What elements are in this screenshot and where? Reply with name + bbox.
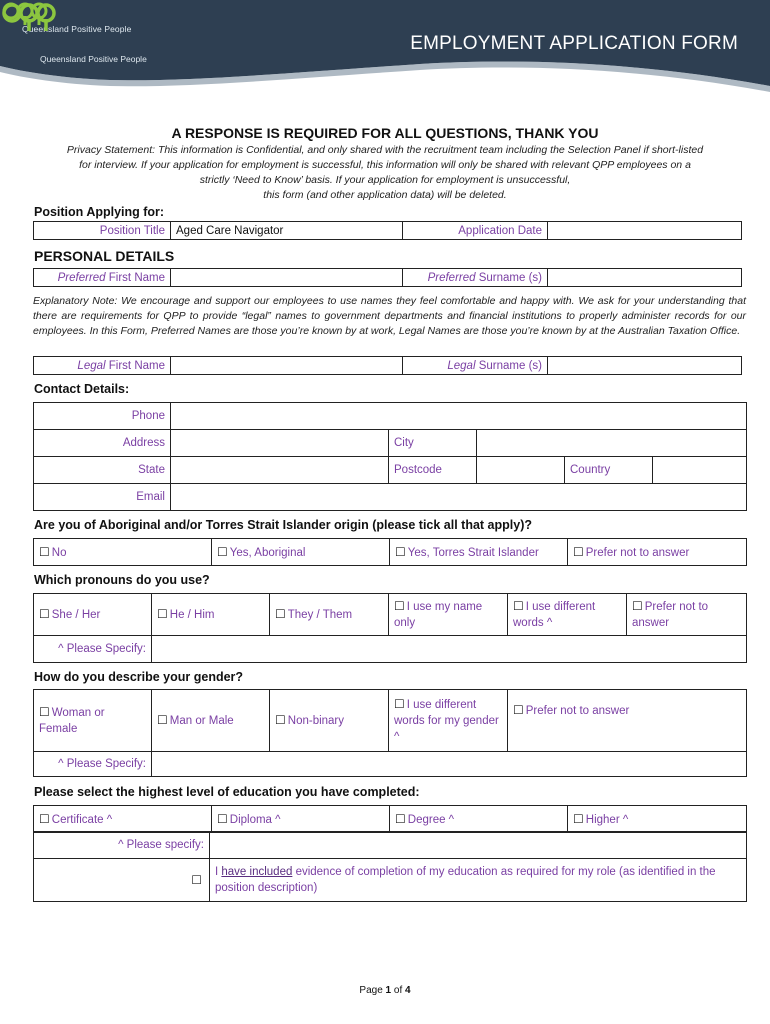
state-field[interactable] [171, 457, 389, 484]
checkbox-icon[interactable]: ☐ [632, 599, 643, 613]
origin-option-no[interactable] [34, 539, 212, 566]
pronoun-specify-field[interactable] [152, 636, 747, 663]
option-label: Yes, Aboriginal [229, 546, 306, 559]
legal-surname-label [403, 357, 548, 375]
education-question: Please select the highest level of education you have completed: [34, 785, 420, 799]
position-heading: Position Applying for: [34, 205, 165, 219]
preferred-name-table [33, 268, 742, 287]
education-table [33, 805, 747, 833]
page-word: Page [359, 985, 383, 996]
evidence-text: evidence of completion of my education as required for my role (as identified in the position description) [215, 866, 716, 894]
checkbox-icon[interactable]: ☐ [573, 544, 584, 559]
of-word: of [393, 985, 403, 996]
education-option-certificate[interactable] [34, 806, 212, 833]
evidence-checkbox-cell[interactable] [34, 859, 210, 902]
checkbox-icon[interactable]: ☐ [39, 607, 50, 621]
education-specify-field[interactable] [210, 832, 747, 859]
option-label: He / Him [169, 609, 215, 621]
contact-details-heading: Contact Details: [34, 382, 130, 396]
country-label: Country [565, 457, 653, 484]
page-current: 1 [385, 985, 392, 996]
pronoun-option-prefer-not[interactable] [627, 594, 747, 636]
brand-name-bottom: Queensland Positive People [40, 54, 147, 64]
option-label: No [51, 546, 67, 559]
pronouns-table [33, 593, 747, 663]
qpp-logo-icon [0, 0, 58, 32]
page-number [0, 985, 770, 996]
legal-word: Legal [77, 359, 106, 372]
privacy-line: this form (and other application data) will be deleted. [263, 189, 507, 201]
surname-word: Surname (s) [478, 359, 542, 372]
surname-word: Surname (s) [478, 271, 542, 284]
option-label: Man or Male [169, 715, 234, 727]
checkbox-icon[interactable]: ☐ [513, 703, 524, 717]
checkbox-icon[interactable]: ☐ [394, 599, 405, 613]
email-field[interactable] [171, 484, 747, 511]
address-label: Address [34, 430, 171, 457]
origin-question: Are you of Aboriginal and/or Torres Strait Islander origin (please tick all that apply)? [34, 518, 533, 532]
postcode-field[interactable] [477, 457, 565, 484]
response-required-notice: A RESPONSE IS REQUIRED FOR ALL QUESTIONS, THANK YOU [171, 125, 599, 141]
option-label: I use different words for my gender ^ [394, 699, 499, 743]
checkbox-icon[interactable]: ☐ [275, 607, 286, 621]
checkbox-icon[interactable]: ☐ [217, 811, 228, 826]
phone-field[interactable] [171, 403, 747, 430]
option-label: Non-binary [287, 715, 345, 727]
gender-specify-field[interactable] [152, 752, 747, 777]
legal-first-name-label [34, 357, 171, 375]
phone-label: Phone [34, 403, 171, 430]
pronoun-option-she[interactable] [34, 594, 152, 636]
education-option-degree[interactable] [390, 806, 568, 833]
evidence-statement [210, 859, 747, 902]
option-label: Certificate ^ [51, 813, 113, 826]
option-label: I use my name only [394, 601, 483, 629]
personal-details-heading: PERSONAL DETAILS [34, 248, 175, 264]
option-label: Yes, Torres Strait Islander [407, 546, 539, 559]
city-field[interactable] [477, 430, 747, 457]
checkbox-icon[interactable]: ☐ [395, 811, 406, 826]
option-label: I use different words ^ [513, 601, 596, 629]
pronoun-option-they[interactable] [270, 594, 389, 636]
first-name-word: First Name [108, 359, 165, 372]
option-label: They / Them [287, 609, 353, 621]
form-title: EMPLOYMENT APPLICATION FORM [410, 33, 738, 54]
page-header [0, 0, 770, 96]
preferred-first-name-label [34, 269, 171, 287]
option-label: Prefer not to answer [585, 546, 690, 559]
preferred-surname-field[interactable] [548, 269, 742, 287]
evidence-text: I [215, 866, 222, 878]
option-label: Prefer not to answer [632, 601, 709, 629]
option-label: Prefer not to answer [525, 705, 630, 717]
state-label: State [34, 457, 171, 484]
checkbox-icon[interactable]: ☐ [513, 599, 524, 613]
checkbox-icon[interactable]: ☐ [157, 713, 168, 727]
application-date-label: Application Date [403, 222, 548, 240]
gender-specify-label: ^ Please Specify: [34, 752, 152, 777]
gender-option-prefer-not[interactable] [508, 690, 747, 752]
checkbox-icon[interactable]: ☐ [39, 811, 50, 826]
privacy-line: for interview. If your application for employment is successful, this information will only be shared with relevant QPP employees on a [79, 159, 691, 171]
email-label: Email [34, 484, 171, 511]
privacy-line: strictly ‘Need to Know’ basis. If your application for employment is unsuccessful, [199, 174, 571, 186]
legal-surname-field[interactable] [548, 357, 742, 375]
pronoun-specify-label: ^ Please Specify: [34, 636, 152, 663]
postcode-label: Postcode [389, 457, 477, 484]
position-title-label: Position Title [34, 222, 171, 240]
gender-option-non-binary[interactable] [270, 690, 389, 752]
privacy-line: Privacy Statement: This information is Confidential, and only shared with the recruitment team including the Selection Panel if short-listed [66, 144, 704, 156]
checkbox-icon[interactable]: ☐ [395, 544, 406, 559]
gender-table [33, 689, 747, 777]
gender-option-different-words[interactable] [389, 690, 508, 752]
option-label: Degree ^ [407, 813, 455, 826]
evidence-emphasis: have included [221, 866, 293, 878]
application-date-field[interactable] [548, 222, 742, 240]
education-detail-table [33, 831, 747, 902]
legal-first-name-field[interactable] [171, 357, 403, 375]
city-label: City [389, 430, 477, 457]
position-table [33, 221, 742, 240]
origin-option-prefer-not[interactable] [568, 539, 747, 566]
position-title-field[interactable]: Aged Care Navigator [171, 222, 403, 240]
checkbox-icon[interactable]: ☐ [573, 811, 584, 826]
pronoun-option-different-words[interactable] [508, 594, 627, 636]
checkbox-icon[interactable]: ☐ [191, 873, 202, 887]
explanatory-note: Explanatory Note: We encourage and support our employees to use names they feel comfortable and happy with. We ask for your understanding that there are requirements for QPP to provide “legal” names to government departments and financial institutions to properly administer records for our employees. In this Form, Preferred Names are those you’re known by at work, Legal Names are those you’re known by at the Australian Taxation Office. [33, 295, 746, 337]
checkbox-icon[interactable]: ☐ [157, 607, 168, 621]
legal-word: Legal [447, 359, 476, 372]
education-specify-label: ^ Please specify: [34, 832, 210, 859]
option-label: Higher ^ [585, 813, 629, 826]
pronouns-question: Which pronouns do you use? [34, 573, 210, 587]
checkbox-icon[interactable]: ☐ [394, 697, 405, 711]
checkbox-icon[interactable]: ☐ [39, 705, 50, 719]
option-label: Diploma ^ [229, 813, 281, 826]
checkbox-icon[interactable]: ☐ [275, 713, 286, 727]
first-name-word: First Name [108, 271, 165, 284]
contact-table [33, 402, 747, 511]
pronoun-option-he[interactable] [152, 594, 270, 636]
gender-option-man[interactable] [152, 690, 270, 752]
preferred-word: Preferred [427, 271, 476, 284]
education-option-diploma[interactable] [212, 806, 390, 833]
country-field[interactable] [653, 457, 747, 484]
legal-name-table [33, 356, 742, 375]
education-option-higher[interactable] [568, 806, 747, 833]
gender-question: How do you describe your gender? [34, 670, 244, 684]
privacy-statement [20, 143, 750, 203]
preferred-surname-label [403, 269, 548, 287]
pronoun-option-name-only[interactable] [389, 594, 508, 636]
origin-option-aboriginal[interactable] [212, 539, 390, 566]
preferred-word: Preferred [57, 271, 106, 284]
address-field[interactable] [171, 430, 389, 457]
page-total: 4 [405, 985, 411, 996]
checkbox-icon[interactable]: ☐ [39, 544, 50, 559]
brand-name-top: Queensland Positive People [22, 24, 132, 34]
checkbox-icon[interactable]: ☐ [217, 544, 228, 559]
gender-option-woman[interactable] [34, 690, 152, 752]
option-label: She / Her [51, 609, 101, 621]
origin-option-torres-strait[interactable] [390, 539, 568, 566]
origin-table [33, 538, 747, 566]
preferred-first-name-field[interactable] [171, 269, 403, 287]
option-label: Woman or Female [39, 707, 105, 735]
